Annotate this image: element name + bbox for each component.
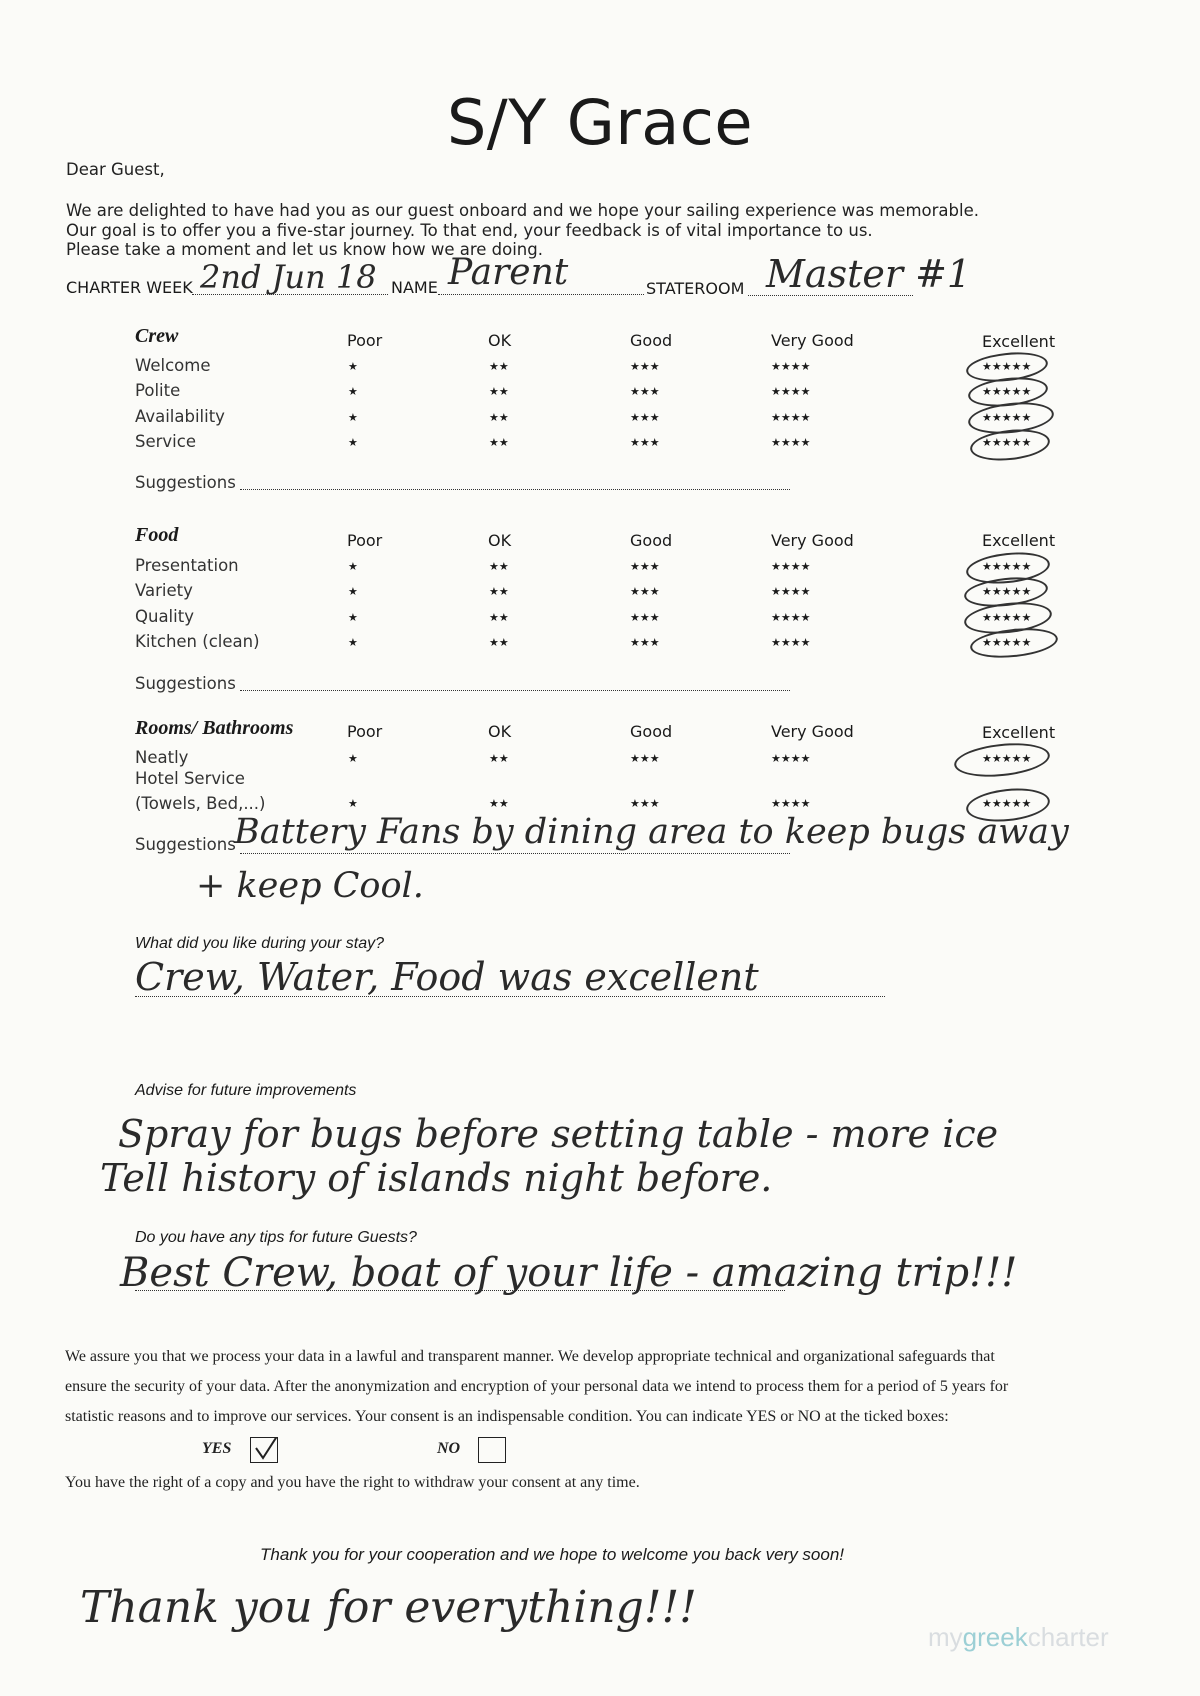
watermark-pre: my — [928, 1622, 963, 1652]
rating-option-good[interactable]: ★★★ — [630, 437, 660, 449]
handwritten-closing: Thank you for everything!!! — [80, 1582, 697, 1633]
rooms-suggestions-line — [240, 853, 790, 854]
legal-line-1: We assure you that we process your data in a lawful and transparent manner. We develop appropriate technical and organizational safeguards that — [65, 1348, 995, 1365]
rating-option-ok[interactable]: ★★ — [489, 412, 509, 424]
section-title-food: Food — [135, 524, 179, 546]
col-header-very-good: Very Good — [771, 531, 854, 550]
rating-option-good[interactable]: ★★★ — [630, 586, 660, 598]
col-header-good: Good — [630, 331, 673, 350]
name-line — [438, 294, 644, 295]
rating-option-good[interactable]: ★★★ — [630, 798, 660, 810]
stateroom-label: STATEROOM — [646, 279, 745, 298]
row-label-towels-bed: (Towels, Bed,...) — [135, 794, 266, 813]
rating-option-excellent[interactable]: ★★★★★ — [982, 612, 1032, 624]
rating-option-excellent[interactable]: ★★★★★ — [982, 637, 1032, 649]
watermark-brand: greek — [962, 1622, 1028, 1652]
checkmark-icon — [251, 1438, 277, 1462]
col-header-poor: Poor — [347, 331, 383, 350]
col-header-excellent: Excellent — [982, 332, 1056, 351]
rating-option-ok[interactable]: ★★ — [489, 386, 509, 398]
rating-option-very-good[interactable]: ★★★★ — [771, 561, 811, 573]
col-header-good: Good — [630, 722, 673, 741]
rating-option-excellent[interactable]: ★★★★★ — [982, 798, 1032, 810]
no-label: NO — [437, 1440, 461, 1457]
yes-label: YES — [202, 1440, 232, 1457]
row-label-neatly: Neatly — [135, 748, 189, 767]
row-label-quality: Quality — [135, 607, 194, 626]
rating-option-good[interactable]: ★★★ — [630, 361, 660, 373]
rating-option-excellent[interactable]: ★★★★★ — [982, 586, 1032, 598]
stateroom-value[interactable]: Master #1 — [766, 252, 972, 296]
name-value[interactable]: Parent — [448, 252, 569, 293]
rating-option-excellent[interactable]: ★★★★★ — [982, 437, 1032, 449]
col-header-ok: OK — [488, 331, 512, 350]
improve-answer-2[interactable]: Tell history of islands night before. — [100, 1156, 773, 1200]
col-header-excellent: Excellent — [982, 531, 1056, 550]
col-header-good: Good — [630, 531, 673, 550]
crew-suggestions-label: Suggestions — [135, 473, 236, 492]
rating-option-poor[interactable]: ★ — [348, 412, 358, 424]
rating-option-poor[interactable]: ★ — [348, 753, 358, 765]
intro-line-3: Please take a moment and let us know how we are doing. — [66, 240, 543, 259]
rating-option-ok[interactable]: ★★ — [489, 361, 509, 373]
row-label-service: Service — [135, 432, 196, 451]
rating-option-poor[interactable]: ★ — [348, 386, 358, 398]
legal-line-3: statistic reasons and to improve our services. Your consent is an indispensable condition. You can indicate YES or NO at the ticked boxes: — [65, 1408, 949, 1425]
row-label-hotel-service: Hotel Service — [135, 769, 245, 788]
rating-option-very-good[interactable]: ★★★★ — [771, 386, 811, 398]
rating-option-poor[interactable]: ★ — [348, 637, 358, 649]
legal-line-2: ensure the security of your data. After the anonymization and encryption of your personal data we intend to process them for a period of 5 years for — [65, 1378, 1009, 1395]
intro-line-2: Our goal is to offer you a five-star journey. To that end, your feedback is of vital importance to us. — [66, 221, 873, 240]
col-header-ok: OK — [488, 722, 512, 741]
rooms-suggestions-label: Suggestions — [135, 835, 236, 854]
rating-option-ok[interactable]: ★★ — [489, 561, 509, 573]
rating-option-ok[interactable]: ★★ — [489, 586, 509, 598]
rating-option-very-good[interactable]: ★★★★ — [771, 412, 811, 424]
rating-option-ok[interactable]: ★★ — [489, 753, 509, 765]
page-title: S/Y Grace — [446, 86, 754, 159]
row-label-availability: Availability — [135, 407, 225, 426]
watermark-post: charter — [1027, 1622, 1109, 1652]
rating-option-very-good[interactable]: ★★★★ — [771, 612, 811, 624]
rating-option-good[interactable]: ★★★ — [630, 612, 660, 624]
col-header-poor: Poor — [347, 722, 383, 741]
rating-option-very-good[interactable]: ★★★★ — [771, 753, 811, 765]
liked-answer[interactable]: Crew, Water, Food was excellent — [135, 955, 759, 999]
consent-rights: You have the right of a copy and you have the right to withdraw your consent at any time. — [65, 1474, 640, 1491]
rating-option-ok[interactable]: ★★ — [489, 637, 509, 649]
selection-circle — [953, 739, 1052, 781]
row-label-presentation: Presentation — [135, 556, 239, 575]
rating-option-ok[interactable]: ★★ — [489, 798, 509, 810]
name-label: NAME — [391, 278, 438, 297]
rating-option-excellent[interactable]: ★★★★★ — [982, 386, 1032, 398]
rating-option-good[interactable]: ★★★ — [630, 561, 660, 573]
charter-week-label: CHARTER WEEK — [66, 278, 193, 297]
rating-option-excellent[interactable]: ★★★★★ — [982, 361, 1032, 373]
closing-message: Thank you for your cooperation and we hope to welcome you back very soon! — [260, 1545, 845, 1564]
row-label-variety: Variety — [135, 581, 193, 600]
rating-option-very-good[interactable]: ★★★★ — [771, 637, 811, 649]
rating-option-very-good[interactable]: ★★★★ — [771, 586, 811, 598]
rating-option-poor[interactable]: ★ — [348, 586, 358, 598]
rating-option-very-good[interactable]: ★★★★ — [771, 798, 811, 810]
rating-option-very-good[interactable]: ★★★★ — [771, 361, 811, 373]
tips-question: Do you have any tips for future Guests? — [135, 1229, 417, 1246]
intro-line-1: We are delighted to have had you as our guest onboard and we hope your sailing experience was memorable. — [66, 201, 979, 220]
rating-option-good[interactable]: ★★★ — [630, 412, 660, 424]
rating-option-excellent[interactable]: ★★★★★ — [982, 412, 1032, 424]
col-header-excellent: Excellent — [982, 723, 1056, 742]
rating-option-excellent[interactable]: ★★★★★ — [982, 753, 1032, 765]
section-title-crew: Crew — [135, 325, 179, 347]
yes-checkbox[interactable] — [250, 1437, 278, 1463]
rating-option-poor[interactable]: ★ — [348, 561, 358, 573]
improve-answer[interactable]: Spray for bugs before setting table - more ice — [118, 1112, 999, 1156]
no-checkbox[interactable] — [478, 1437, 506, 1463]
col-header-poor: Poor — [347, 531, 383, 550]
rating-option-poor[interactable]: ★ — [348, 361, 358, 373]
rooms-suggestions-value[interactable]: Battery Fans by dining area to keep bugs away — [234, 812, 1069, 852]
rating-option-ok[interactable]: ★★ — [489, 437, 509, 449]
rating-option-ok[interactable]: ★★ — [489, 612, 509, 624]
greeting: Dear Guest, — [66, 160, 165, 179]
section-title-rooms: Rooms/ Bathrooms — [135, 717, 294, 739]
charter-week-value[interactable]: 2nd Jun 18 — [200, 258, 377, 296]
liked-question: What did you like during your stay? — [135, 935, 385, 952]
col-header-very-good: Very Good — [771, 331, 854, 350]
rating-option-good[interactable]: ★★★ — [630, 386, 660, 398]
food-suggestions-line[interactable] — [240, 690, 790, 691]
rating-option-poor[interactable]: ★ — [348, 437, 358, 449]
tips-answer[interactable]: Best Crew, boat of your life - amazing trip!!! — [120, 1250, 1018, 1296]
rating-option-poor[interactable]: ★ — [348, 798, 358, 810]
rating-option-good[interactable]: ★★★ — [630, 753, 660, 765]
improve-question: Advise for future improvements — [135, 1082, 357, 1099]
rating-option-good[interactable]: ★★★ — [630, 637, 660, 649]
rating-option-poor[interactable]: ★ — [348, 612, 358, 624]
row-label-kitchen: Kitchen (clean) — [135, 632, 260, 651]
food-suggestions-label: Suggestions — [135, 674, 236, 693]
row-label-welcome: Welcome — [135, 356, 211, 375]
rooms-suggestions-value-2[interactable]: + keep Cool. — [196, 866, 424, 906]
watermark — [928, 1622, 1109, 1653]
crew-suggestions-line[interactable] — [240, 489, 790, 490]
rating-option-very-good[interactable]: ★★★★ — [771, 437, 811, 449]
col-header-ok: OK — [488, 531, 512, 550]
row-label-polite: Polite — [135, 381, 181, 400]
rating-option-excellent[interactable]: ★★★★★ — [982, 561, 1032, 573]
col-header-very-good: Very Good — [771, 722, 854, 741]
